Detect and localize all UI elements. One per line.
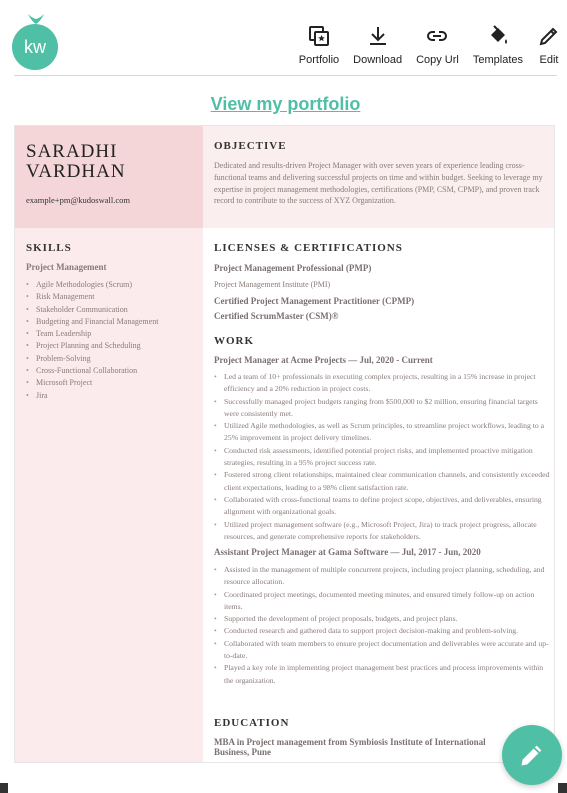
license-title: Certified Project Management Practitioner (CPMP) (214, 296, 415, 306)
skills-sidebar (15, 228, 203, 762)
pencil-icon (518, 741, 546, 769)
job-bullets (214, 371, 550, 543)
skill-item: • Jira (26, 390, 158, 402)
link-icon (425, 24, 449, 48)
download-label: Download (353, 54, 403, 66)
skill-item: • Team Leadership (26, 328, 158, 340)
resume-document (14, 125, 555, 763)
skill-item: • Risk Management (26, 291, 158, 303)
objective-heading: OBJECTIVE (214, 140, 287, 152)
portfolio-icon (307, 24, 331, 48)
top-bar (0, 0, 567, 76)
job-bullet: • Supported the development of project proposals, budgets, and project plans. (214, 613, 550, 625)
email-text: example+pm@kudoswall.com (26, 195, 130, 205)
education-heading: EDUCATION (214, 717, 290, 729)
window-corner (0, 783, 8, 793)
last-name: VARDHAN (26, 161, 126, 182)
work-heading: WORK (214, 335, 255, 347)
skill-item: • Problem-Solving (26, 353, 158, 365)
license-title: Project Management Professional (PMP) (214, 263, 372, 273)
view-portfolio-link[interactable]: View my portfolio (210, 94, 361, 114)
toolbar-actions (285, 24, 561, 66)
job-bullet: • Played a key role in implementing project management best practices and process improvements within the organization. (214, 662, 550, 687)
edit-button[interactable] (537, 24, 561, 66)
copy-url-label: Copy Url (416, 54, 459, 66)
portfolio-button[interactable] (299, 24, 339, 66)
job-bullet: • Conducted research and gathered data to support project decision-making and problem-solving. (214, 625, 550, 637)
copy-url-button[interactable] (416, 24, 459, 66)
job-bullet: • Collaborated with team members to ensure project documentation and deliverables were accurate and up-to-date. (214, 638, 550, 663)
education-title: MBA in Project management from Symbiosis Institute of International Business, Pune (214, 737, 486, 757)
license-title: Certified ScrumMaster (CSM)® (214, 311, 339, 321)
templates-button[interactable] (473, 24, 523, 66)
download-button[interactable] (353, 24, 402, 66)
kudoswall-logo[interactable] (12, 24, 58, 70)
logo-text: kw (24, 36, 46, 57)
skill-item: • Stakeholder Communication (26, 304, 158, 316)
name-block (15, 126, 203, 228)
skills-subheading: Project Management (26, 262, 107, 272)
edit-fab-button[interactable] (502, 725, 562, 785)
paint-bucket-icon (486, 24, 510, 48)
header-divider (14, 75, 557, 76)
job-bullet: • Successfully managed project budgets ranging from $500,000 to $2 million, ensuring financial targets were consistently met. (214, 396, 550, 421)
objective-block (203, 126, 554, 228)
templates-label: Templates (472, 54, 523, 66)
job-title: Assistant Project Manager at Gama Software — Jul, 2017 - Jun, 2020 (214, 547, 481, 557)
pencil-icon (537, 24, 561, 48)
job-title: Project Manager at Acme Projects — Jul, 2020 - Current (214, 355, 433, 365)
skill-item: • Cross-Functional Collaboration (26, 365, 158, 377)
licenses-heading: LICENSES & CERTIFICATIONS (214, 242, 403, 254)
candidate-name (26, 142, 126, 182)
job-bullet: • Assisted in the management of multiple concurrent projects, including project planning, scheduling, and resource allocation. (214, 564, 550, 589)
skill-item: • Project Planning and Scheduling (26, 340, 158, 352)
job-bullet: • Collaborated with cross-functional teams to define project scope, objectives, and deliverables, ensuring alignment with organizational goals. (214, 494, 550, 519)
main-content (203, 228, 554, 762)
job-bullet: • Coordinated project meetings, documented meeting minutes, and ensured timely follow-up on action items. (214, 589, 550, 614)
download-icon (366, 24, 390, 48)
job-bullet: • Utilized project management software (e.g., Microsoft Project, Jira) to track project progress, allocate resources, and generate comprehensive reports for stakeholders. (214, 519, 550, 544)
job-bullet: • Conducted risk assessments, identified potential project risks, and implemented proactive mitigation strategies, resulting in a 95% project success rate. (214, 445, 550, 470)
objective-text: Dedicated and results-driven Project Manager with over seven years of experience leading cross-functional teams and delivering successful projects on time and within budget. Seeking to leverage my expertise in project management methodologies, certifications (PMP, CSM, CPMP), and proven track record to contribute to the success of XYZ Organization. (214, 161, 543, 206)
skill-item: • Agile Methodologies (Scrum) (26, 279, 158, 291)
job-bullet: • Fostered strong client relationships, maintained clear communication channels, and consistently exceeded client expectations, leading to a 98% client satisfaction rate. (214, 469, 550, 494)
first-name: SARADHI (26, 141, 118, 162)
job-bullet: • Utilized Agile methodologies, as well as Scrum principles, to streamline project workflows, leading to a 25% improvement in project delivery timelines. (214, 420, 550, 445)
window-corner (558, 783, 567, 793)
job-bullets (214, 564, 550, 687)
job-bullet: • Led a team of 10+ professionals in executing complex projects, resulting in a 15% increase in project efficiency and a 20% reduction in project costs. (214, 371, 550, 396)
portfolio-label: Portfolio (298, 54, 340, 66)
license-issuer: Project Management Institute (PMI) (214, 280, 331, 289)
edit-label: Edit (539, 54, 559, 66)
skills-heading: SKILLS (26, 242, 72, 254)
skill-item: • Budgeting and Financial Management (26, 316, 158, 328)
skill-item: • Microsoft Project (26, 377, 158, 389)
skills-list (26, 279, 158, 402)
